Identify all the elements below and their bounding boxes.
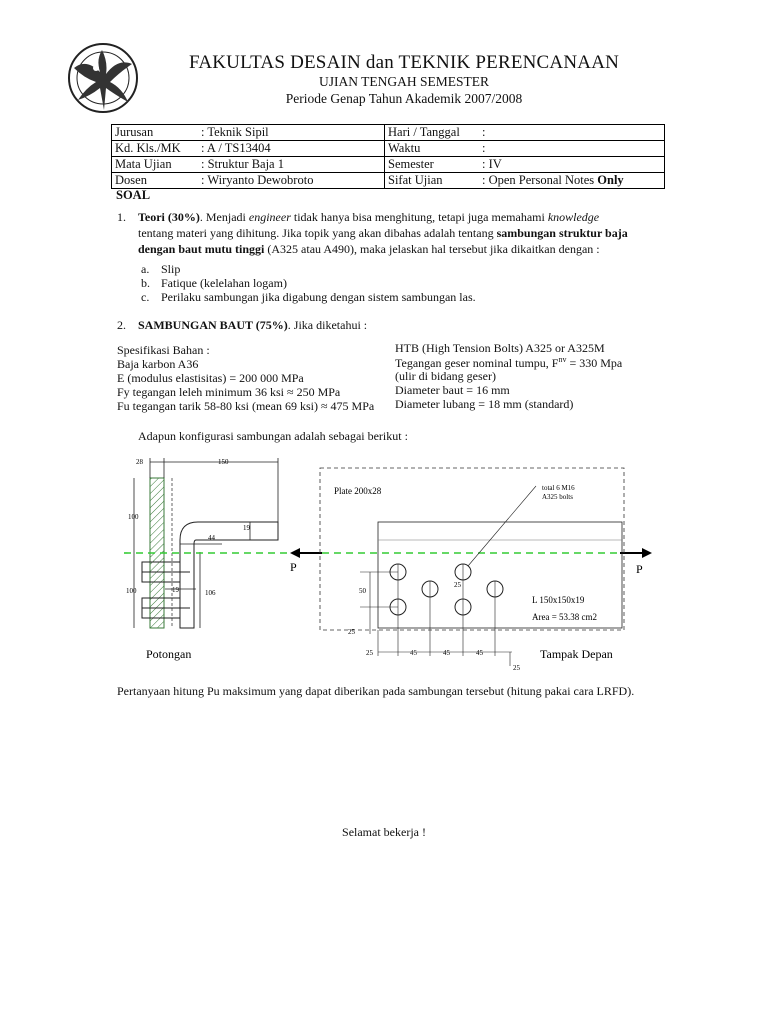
- info-value: :: [479, 141, 665, 157]
- dim-label: 100: [126, 587, 137, 595]
- info-label: Dosen: [112, 173, 199, 189]
- final-question: Pertanyaan hitung Pu maksimum yang dapat diberikan pada sambungan tersebut (hitung pakai cara LRFD).: [117, 684, 635, 698]
- info-value: : Struktur Baja 1: [198, 157, 385, 173]
- question-2: [117, 318, 367, 333]
- list-item: a. Slip: [141, 262, 181, 276]
- info-value: : Teknik Sipil: [198, 125, 385, 141]
- info-label: Kd. Kls./MK: [112, 141, 199, 157]
- dim-label: 100: [128, 513, 139, 521]
- spec-left: Fy tegangan leleh minimum 36 ksi ≈ 250 MPa: [117, 385, 341, 399]
- info-value: : IV: [479, 157, 665, 173]
- dim-label: 25: [366, 649, 373, 657]
- bolts-note: A325 bolts: [542, 493, 573, 501]
- question-2-text: SAMBUNGAN BAUT (75%). Jika diketahui :: [138, 318, 368, 332]
- info-value: :: [479, 125, 665, 141]
- dim-label: 28: [136, 458, 143, 466]
- exam-info-table: [111, 124, 665, 189]
- connection-drawing: [0, 440, 768, 670]
- dim-label: 106: [205, 589, 216, 597]
- list-item: b. Fatique (kelelahan logam): [141, 276, 287, 290]
- dim-label: 45: [443, 649, 450, 657]
- load-arrow-left: [290, 548, 322, 558]
- info-row: [112, 157, 665, 173]
- closing-text: Selamat bekerja !: [342, 825, 426, 839]
- angle-label: L 150x150x19: [532, 595, 585, 605]
- info-label: Jurusan: [112, 125, 199, 141]
- front-caption: Tampak Depan: [540, 647, 613, 661]
- config-text: Adapun konfigurasi sambungan adalah sebagai berikut :: [138, 429, 408, 443]
- university-logo-icon: [66, 38, 140, 122]
- spec-right: Diameter baut = 16 mm: [395, 383, 510, 397]
- section-view: [126, 458, 278, 628]
- dim-label: 19: [172, 586, 179, 594]
- dim-label: 25: [454, 581, 461, 589]
- load-arrow-right: [620, 548, 652, 558]
- info-label: Semester: [385, 157, 480, 173]
- info-row: [112, 125, 665, 141]
- question-number: 1.: [117, 210, 126, 224]
- spec-left: Fu tegangan tarik 58-80 ksi (mean 69 ksi) ≈ 475 MPa: [117, 399, 375, 413]
- dim-label: 150: [218, 458, 229, 466]
- list-item: c. Perilaku sambungan jika digabung dengan sistem sambungan las.: [141, 290, 476, 304]
- info-label: Hari / Tanggal: [385, 125, 480, 141]
- spec-right: Tegangan geser nominal tumpu, $F^{nv} = 330$ Mpa: [395, 355, 623, 370]
- bolts-note: total 6 M16: [542, 484, 575, 492]
- dim-label: 25: [513, 664, 520, 670]
- info-row: [112, 173, 665, 189]
- load-label: P: [290, 560, 297, 574]
- load-label: P: [636, 562, 643, 576]
- dim-label: 19: [243, 524, 250, 532]
- spec-left: Spesifikasi Bahan :: [117, 343, 210, 357]
- bolt-pattern: [360, 564, 503, 656]
- info-label: Mata Ujian: [112, 157, 199, 173]
- exam-period: Periode Genap Tahun Akademik 2007/2008: [285, 91, 523, 106]
- area-label: Area = 53.38 cm2: [532, 612, 598, 622]
- info-value: : Open Personal Notes Only: [479, 173, 665, 189]
- faculty-title: FAKULTAS DESAIN dan TEKNIK PERENCANAAN: [188, 52, 620, 73]
- dim-label: 44: [208, 534, 215, 542]
- dim-label: 45: [410, 649, 417, 657]
- spec-left: Baja karbon A36: [117, 357, 199, 371]
- info-label: Waktu: [385, 141, 480, 157]
- spec-right: Diameter lubang = 18 mm (standard): [395, 397, 574, 411]
- question-1-text: Teori (30%). Menjadi engineer tidak hanya bisa menghitung, tetapi juga memahami knowledge tentang materi yang dihitung. Jika topik yang akan dibahas adalah tentang sambungan struktur baja dengan baut mutu tinggi (A325 atau A490), maka jelaskan hal tersebut jika dikaitkan dengan :: [138, 210, 628, 256]
- question-number: 2.: [117, 318, 126, 332]
- spec-right: HTB (High Tension Bolts) A325 or A325M: [395, 341, 605, 355]
- dim-label: 25: [348, 628, 355, 636]
- exam-title: UJIAN TENGAH SEMESTER: [318, 74, 489, 89]
- spec-right: (ulir di bidang geser): [395, 369, 496, 383]
- info-value: : Wiryanto Dewobroto: [198, 173, 385, 189]
- soal-heading: SOAL: [116, 188, 151, 202]
- info-label: Sifat Ujian: [385, 173, 480, 189]
- info-value: : A / TS13404: [198, 141, 385, 157]
- angle-section-top: [180, 522, 278, 628]
- plate-label: Plate 200x28: [334, 486, 382, 496]
- question-1: [117, 209, 637, 257]
- spec-left: E (modulus elastisitas) = 200 000 MPa: [117, 371, 304, 385]
- dim-label: 45: [476, 649, 483, 657]
- section-caption: Potongan: [146, 647, 192, 661]
- dim-label: 50: [359, 587, 366, 595]
- info-row: [112, 141, 665, 157]
